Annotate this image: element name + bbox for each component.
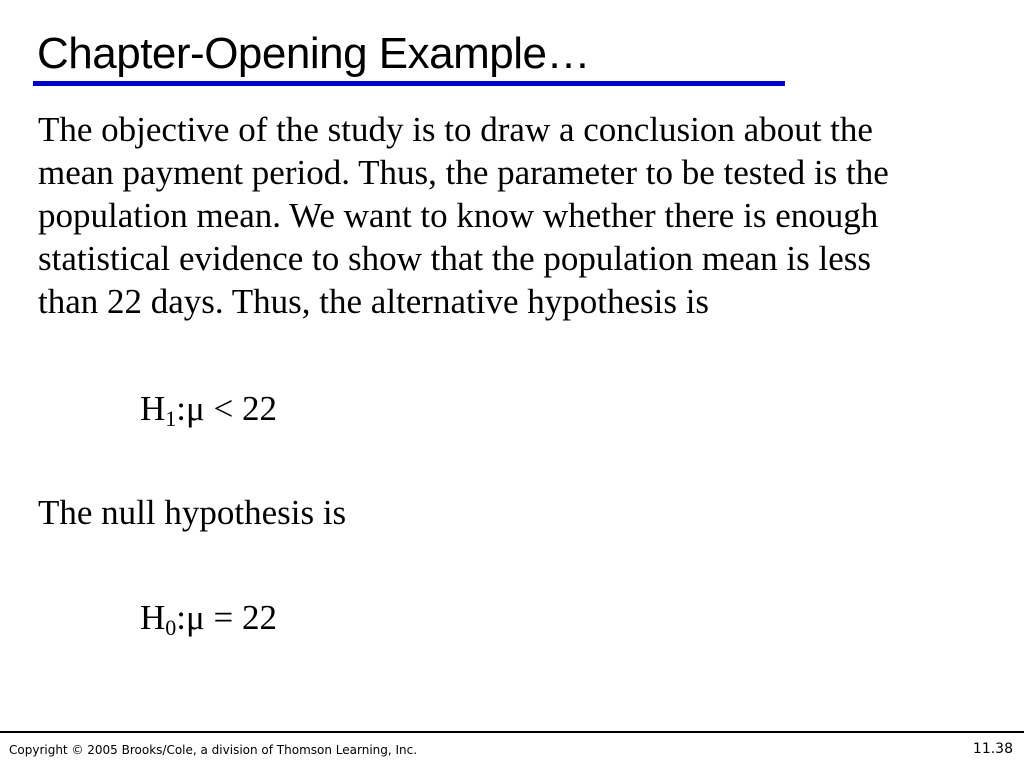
footer-divider bbox=[0, 731, 1024, 733]
hypothesis-symbol: H bbox=[140, 598, 166, 637]
hypothesis-subscript: 1 bbox=[165, 406, 177, 431]
paragraph-line: The objective of the study is to draw a conclusion about the bbox=[38, 110, 873, 149]
null-hypothesis bbox=[140, 596, 277, 639]
null-hypothesis-label: The null hypothesis is bbox=[38, 493, 347, 532]
title-underline bbox=[33, 81, 785, 86]
hypothesis-symbol: H bbox=[140, 389, 166, 428]
hypothesis-expression: :μ = 22 bbox=[176, 598, 278, 637]
hypothesis-subscript: 0 bbox=[165, 615, 177, 640]
paragraph-line: population mean. We want to know whether there is enough bbox=[38, 196, 879, 235]
slide-number: 11.38 bbox=[972, 741, 1013, 757]
body-paragraph bbox=[38, 108, 1013, 323]
hypothesis-expression: :μ < 22 bbox=[176, 389, 278, 428]
copyright-notice: Copyright © 2005 Brooks/Cole, a division of Thomson Learning, Inc. bbox=[9, 743, 418, 757]
paragraph-line: than 22 days. Thus, the alternative hypothesis is bbox=[38, 282, 710, 321]
paragraph-line: statistical evidence to show that the population mean is less bbox=[38, 239, 872, 278]
paragraph-line: mean payment period. Thus, the parameter to be tested is the bbox=[38, 153, 889, 192]
slide-title: Chapter-Opening Example… bbox=[37, 29, 590, 78]
alternative-hypothesis bbox=[140, 387, 277, 430]
